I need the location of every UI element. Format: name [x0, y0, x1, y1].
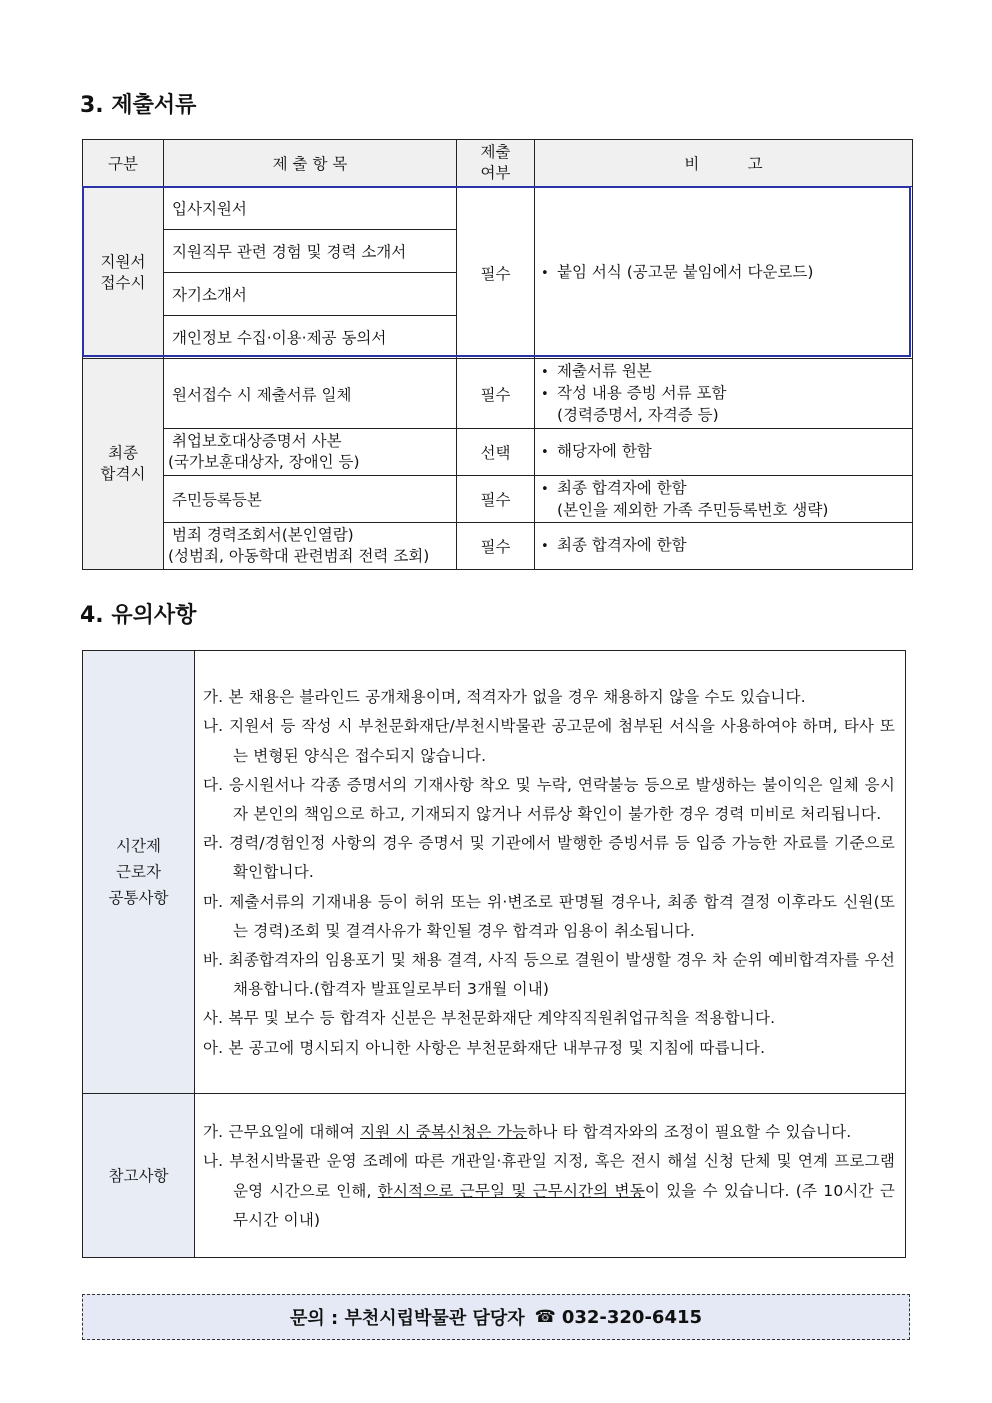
doc-item: 자기소개서: [164, 273, 457, 316]
note-cell: [535, 187, 913, 359]
notice-item: 다. 응시원서나 각종 증명서의 기재사항 착오 및 누락, 연락불능 등으로 발생하는 불이익은 일체 응시자 본인의 책임으로 하고, 기재되지 않거나 서류상 확인이 불가한 경우 경력 미비로 처리됩니다.: [203, 775, 895, 823]
contact-label: 문의 : 부천시립박물관 담당자: [289, 1308, 525, 1329]
note-cell: [535, 523, 913, 570]
common-notes: [195, 651, 906, 1094]
category-final: 최종 합격시: [83, 359, 164, 570]
category-application: 지원서 접수시: [83, 187, 164, 359]
documents-table: [82, 139, 913, 570]
doc-item-line2: (성범죄, 아동학대 관련범죄 전력 조회): [168, 547, 430, 565]
required-value: 필수: [457, 523, 535, 570]
notice-item: 아. 본 공고에 명시되지 아니한 사항은 부천문화재단 내부규정 및 지침에 따릅니다.: [203, 1038, 766, 1057]
required-value: 필수: [457, 187, 535, 359]
doc-item-line1: 취업보호대상증명서 사본: [172, 432, 342, 450]
note-continuation: (본인을 제외한 가족 주민등록번호 생략): [557, 500, 829, 519]
required-value: 선택: [457, 429, 535, 476]
reference-item: 나. 부천시박물관 운영 조례에 따른 개관일·휴관일 지정, 혹은 전시 해설 신청 단체 및 연계 프로그램 운영 시간으로 인해, 한시적으로 근무일 및 근무시간의 변동이 있을 수 있습니다. (주 10시간 근무시간 이내): [203, 1152, 895, 1229]
reference-item: 가. 근무요일에 대해여 지원 시 중복신청은 가능하나 타 합격자와의 조정이 필요할 수 있습니다.: [203, 1123, 852, 1142]
doc-item: 개인정보 수집·이용·제공 동의서: [164, 316, 457, 359]
note-bullet: • 해당자에 한함: [541, 441, 912, 463]
note-bullet: • 최종 합격자에 한함: [541, 478, 912, 500]
note-bullet: • 제출서류 원본: [541, 361, 912, 383]
note-cell: [535, 359, 913, 429]
doc-item: 지원직무 관련 경험 및 경력 소개서: [164, 230, 457, 273]
doc-item: 입사지원서: [164, 187, 457, 230]
doc-item: [164, 523, 457, 570]
header-note: 비 고: [535, 140, 913, 187]
section-4-title: 4. 유의사항: [80, 603, 197, 628]
section-3-title: 3. 제출서류: [80, 93, 197, 118]
required-value: 필수: [457, 359, 535, 429]
header-required: 제출 여부: [457, 140, 535, 187]
notice-item: 사. 복무 및 보수 등 합격자 신분은 부천문화재단 계약직직원취업규칙을 적용합니다.: [203, 1009, 776, 1028]
doc-item: 원서접수 시 제출서류 일체: [164, 359, 457, 429]
category-reference: 참고사항: [83, 1094, 195, 1258]
doc-item-line2: (국가보훈대상자, 장애인 등): [168, 453, 360, 471]
contact-phone: 032-320-6415: [561, 1306, 703, 1328]
header-category: 구분: [83, 140, 164, 187]
contact-footer: [82, 1294, 910, 1340]
required-value: 필수: [457, 476, 535, 523]
category-common: 시간제 근로자 공통사항: [83, 651, 195, 1094]
notice-item: 가. 본 채용은 블라인드 공개채용이며, 적격자가 없을 경우 채용하지 않을 수도 있습니다.: [203, 688, 806, 707]
note-bullet: • 붙임 서식 (공고문 붙임에서 다운로드): [541, 262, 912, 284]
doc-item-line1: 범죄 경력조회서(본인열람): [172, 526, 354, 544]
note-bullet: • 작성 내용 증빙 서류 포함: [541, 383, 912, 405]
note-cell: [535, 476, 913, 523]
notice-item: 바. 최종합격자의 임용포기 및 채용 결격, 사직 등으로 결원이 발생할 경우 차 순위 예비합격자를 우선 채용합니다.(합격자 발표일로부터 3개월 이내): [203, 951, 895, 999]
header-items: 제 출 항 목: [164, 140, 457, 187]
note-cell: [535, 429, 913, 476]
reference-notes: [195, 1094, 906, 1258]
note-bullet: • 최종 합격자에 한함: [541, 535, 912, 557]
doc-item: [164, 429, 457, 476]
doc-item: 주민등록등본: [164, 476, 457, 523]
notice-item: 라. 경력/경험인정 사항의 경우 증명서 및 기관에서 발행한 증빙서류 등 입증 가능한 자료를 기준으로 확인합니다.: [203, 834, 895, 882]
notice-item: 나. 지원서 등 작성 시 부천문화재단/부천시박물관 공고문에 첨부된 서식을 사용하여야 하며, 타사 또는 변형된 양식은 접수되지 않습니다.: [203, 717, 895, 765]
notes-table: [82, 650, 906, 1258]
note-continuation: (경력증명서, 자격증 등): [557, 406, 719, 424]
notice-item: 마. 제출서류의 기재내용 등이 허위 또는 위·변조로 판명될 경우나, 최종 합격 결정 이후라도 신원(또는 경력)조회 및 결격사유가 확인될 경우 합격과 임용이 취소됩니다.: [203, 892, 895, 940]
phone-icon: ☎: [534, 1307, 556, 1327]
